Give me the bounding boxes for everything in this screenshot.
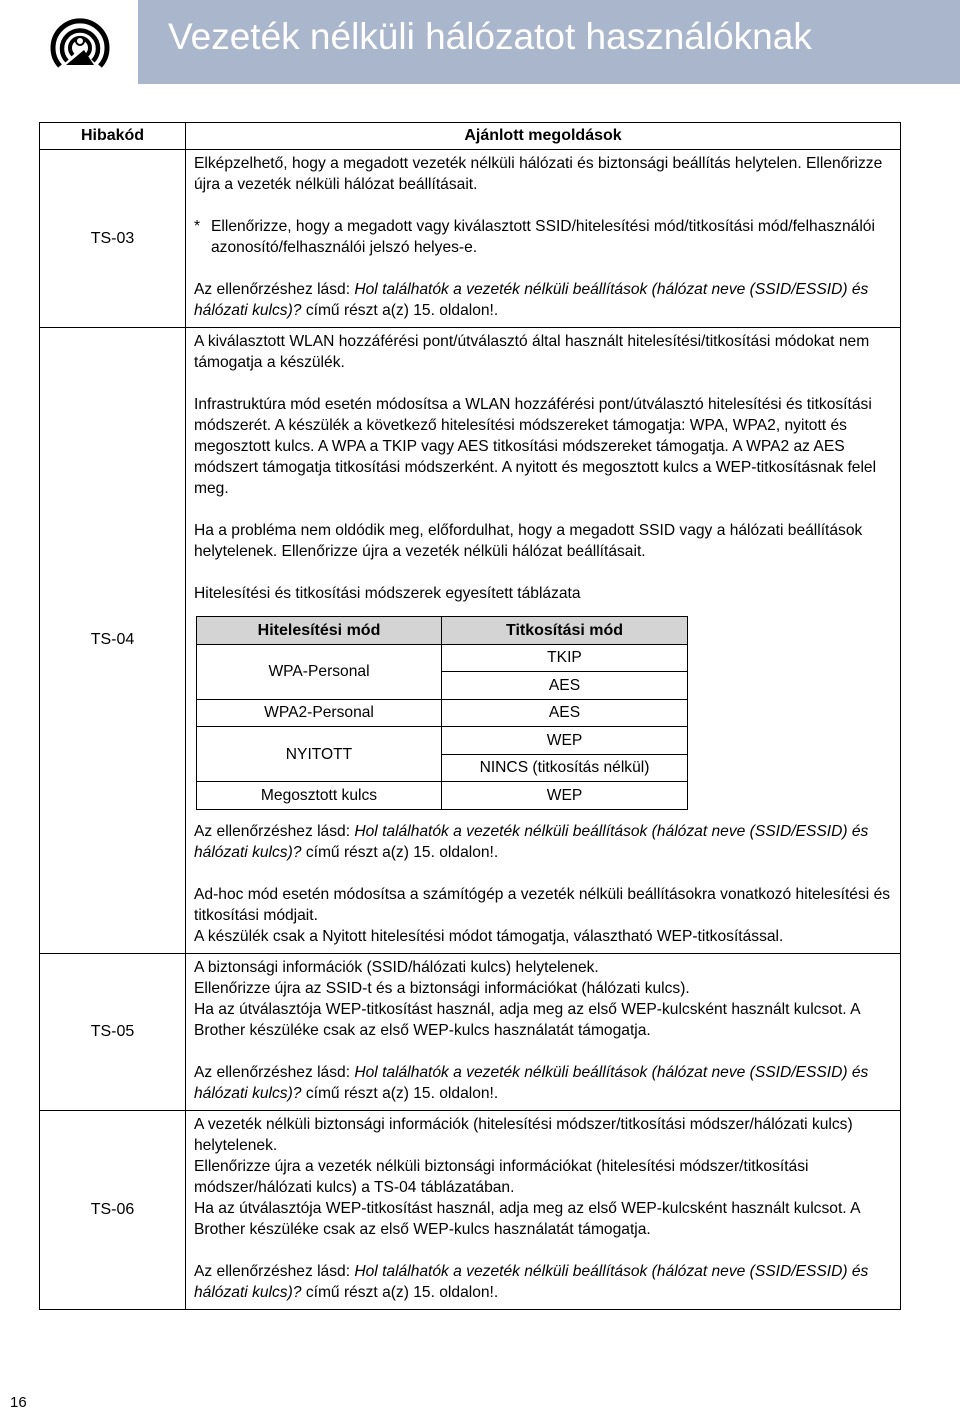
ref-link[interactable]: Hol találhatók a vezeték nélküli beállítások (hálózat neve (SSID/ESSID) és hálózati kulcs)? [194,822,869,861]
ref-prefix: Az ellenőrzéshez lásd: [194,822,355,840]
auth-cell: WPA2-Personal [197,699,442,727]
table-row-ts-04 [40,328,901,954]
ts03-note [194,216,892,258]
ref-prefix: Az ellenőrzéshez lásd: [194,1262,355,1280]
ts04-paragraph-3: Ha a probléma nem oldódik meg, előfordulhat, hogy a megadott SSID vagy a hálózati beállítások helytelenek. Ellenőrizze újra a vezeték nélküli hálózat beállításait. [194,522,863,560]
table-row [197,727,688,755]
ref-link[interactable]: Hol találhatók a vezeték nélküli beállítások (hálózat neve (SSID/ESSID) és hálózati kulcs)? [194,1262,869,1301]
header-error-code: Hibakód [40,123,186,150]
ts04-paragraph-6: A készülék csak a Nyitott hitelesítési módot támogatja, választható WEP-titkosítással. [194,927,784,945]
table-row [197,644,688,672]
ref-suffix: című részt a(z) 15. oldalon!. [301,843,499,861]
header-solutions: Ajánlott megoldások [186,123,901,150]
ts06-line-3: Ha az útválasztója WEP-titkosítást használ, adja meg az első WEP-kulcsként használt kulcsot. A Brother készüléke csak az első WEP-kulcs használatát támogatja. [194,1199,860,1238]
auth-col-header: Hitelesítési mód [197,617,442,645]
asterisk: * [194,218,201,235]
enc-cell: WEP [442,782,688,810]
error-code-ts-03: TS-03 [40,150,186,328]
table-header-row [40,123,901,150]
ref-suffix: című részt a(z) 15. oldalon!. [301,1283,499,1301]
ref-prefix: Az ellenőrzéshez lásd: [194,281,355,298]
enc-cell: AES [442,672,688,700]
page-title: Vezeték nélküli hálózatot használóknak [168,16,812,57]
ts05-line-3: Ha az útválasztója WEP-titkosítást használ, adja meg az első WEP-kulcsként használt kulcsot. A Brother készüléke csak az első WEP-kulcs használatát támogatja. [194,1000,860,1039]
auth-encryption-table [196,616,688,810]
error-code-ts-06: TS-06 [40,1110,186,1309]
ts03-reference [194,279,892,321]
auth-cell: NYITOTT [197,727,442,782]
enc-cell: WEP [442,727,688,755]
header-band [138,0,960,84]
solution-ts-03 [186,150,901,328]
ts05-reference [194,1062,892,1104]
ref-suffix: című részt a(z) 15. oldalon!. [301,1084,499,1102]
table-row-ts-06 [40,1110,901,1309]
ts04-reference [194,821,892,863]
ts05-line-2: Ellenőrizze újra az SSID-t és a biztonsági információkat (hálózati kulcs). [194,979,690,997]
enc-cell: NINCS (titkosítás nélkül) [442,754,688,782]
enc-cell: TKIP [442,644,688,672]
ts03-note-text: Ellenőrizze, hogy a megadott vagy kiválasztott SSID/hitelesítési mód/titkosítási mód/felhasználói azonosító/felhasználói jelszó helyes-e. [211,218,875,256]
ref-link[interactable]: Hol találhatók a vezeték nélküli beállítások (hálózat neve (SSID/ESSID) és hálózati kulcs)? [194,1063,869,1102]
table-row [197,782,688,810]
table-row-ts-03 [40,150,901,328]
wireless-network-icon [36,8,124,76]
page-number: 16 [10,1394,27,1411]
ts04-table-caption: Hitelesítési és titkosítási módszerek egyesített táblázata [194,585,581,602]
error-code-ts-04: TS-04 [40,328,186,954]
ts06-line-1: A vezeték nélküli biztonsági információk (hitelesítési módszer/titkosítási módszer/hálózati kulcs) helytelenek. [194,1115,853,1154]
ts06-reference [194,1261,892,1303]
ts06-line-2: Ellenőrizze újra a vezeték nélküli biztonsági információkat (hitelesítési módszer/titkosítási módszer/hálózati kulcs) a TS-04 táblázatában. [194,1157,809,1196]
enc-cell: AES [442,699,688,727]
ts04-paragraph-5: Ad-hoc mód esetén módosítsa a számítógép a vezeték nélküli beállításokra vonatkozó hitelesítési és titkosítási módjait. [194,885,891,924]
error-code-ts-05: TS-05 [40,953,186,1110]
ts03-paragraph: Elképzelhető, hogy a megadott vezeték nélküli hálózati és biztonsági beállítás helytelen. Ellenőrizze újra a vezeték nélküli hálózat beállításait. [194,155,883,193]
ts04-paragraph-2: Infrastruktúra mód esetén módosítsa a WLAN hozzáférési pont/útválasztó hitelesítési és titkosítási módszerét. A készülék a következő hitelesítési módszereket támogatja: WPA, WPA2, nyitott és megosztott kulcs. A WPA a TKIP vagy AES titkosítási módszereket támogatja. A WPA2 az AES módszert támogatja titkosítási módszerként. A nyitott és megosztott kulcs a WEP-titkosításnak felel meg. [194,396,877,497]
auth-cell: Megosztott kulcs [197,782,442,810]
troubleshooting-table [39,122,901,1310]
solution-ts-05 [186,953,901,1110]
auth-cell: WPA-Personal [197,644,442,699]
ts05-line-1: A biztonsági információk (SSID/hálózati kulcs) helytelenek. [194,958,599,976]
ts04-paragraph-1: A kiválasztott WLAN hozzáférési pont/útválasztó által használt hitelesítési/titkosítási módokat nem támogatja a készülék. [194,333,870,371]
table-row [197,699,688,727]
solution-ts-04 [186,328,901,954]
solution-ts-06 [186,1110,901,1309]
ref-link[interactable]: Hol találhatók a vezeték nélküli beállítások (hálózat neve (SSID/ESSID) és hálózati kulcs)? [194,281,869,319]
table-row-ts-05 [40,953,901,1110]
auth-table-header [197,617,688,645]
ref-suffix: című részt a(z) 15. oldalon!. [301,302,499,319]
ref-prefix: Az ellenőrzéshez lásd: [194,1063,355,1081]
enc-col-header: Titkosítási mód [442,617,688,645]
